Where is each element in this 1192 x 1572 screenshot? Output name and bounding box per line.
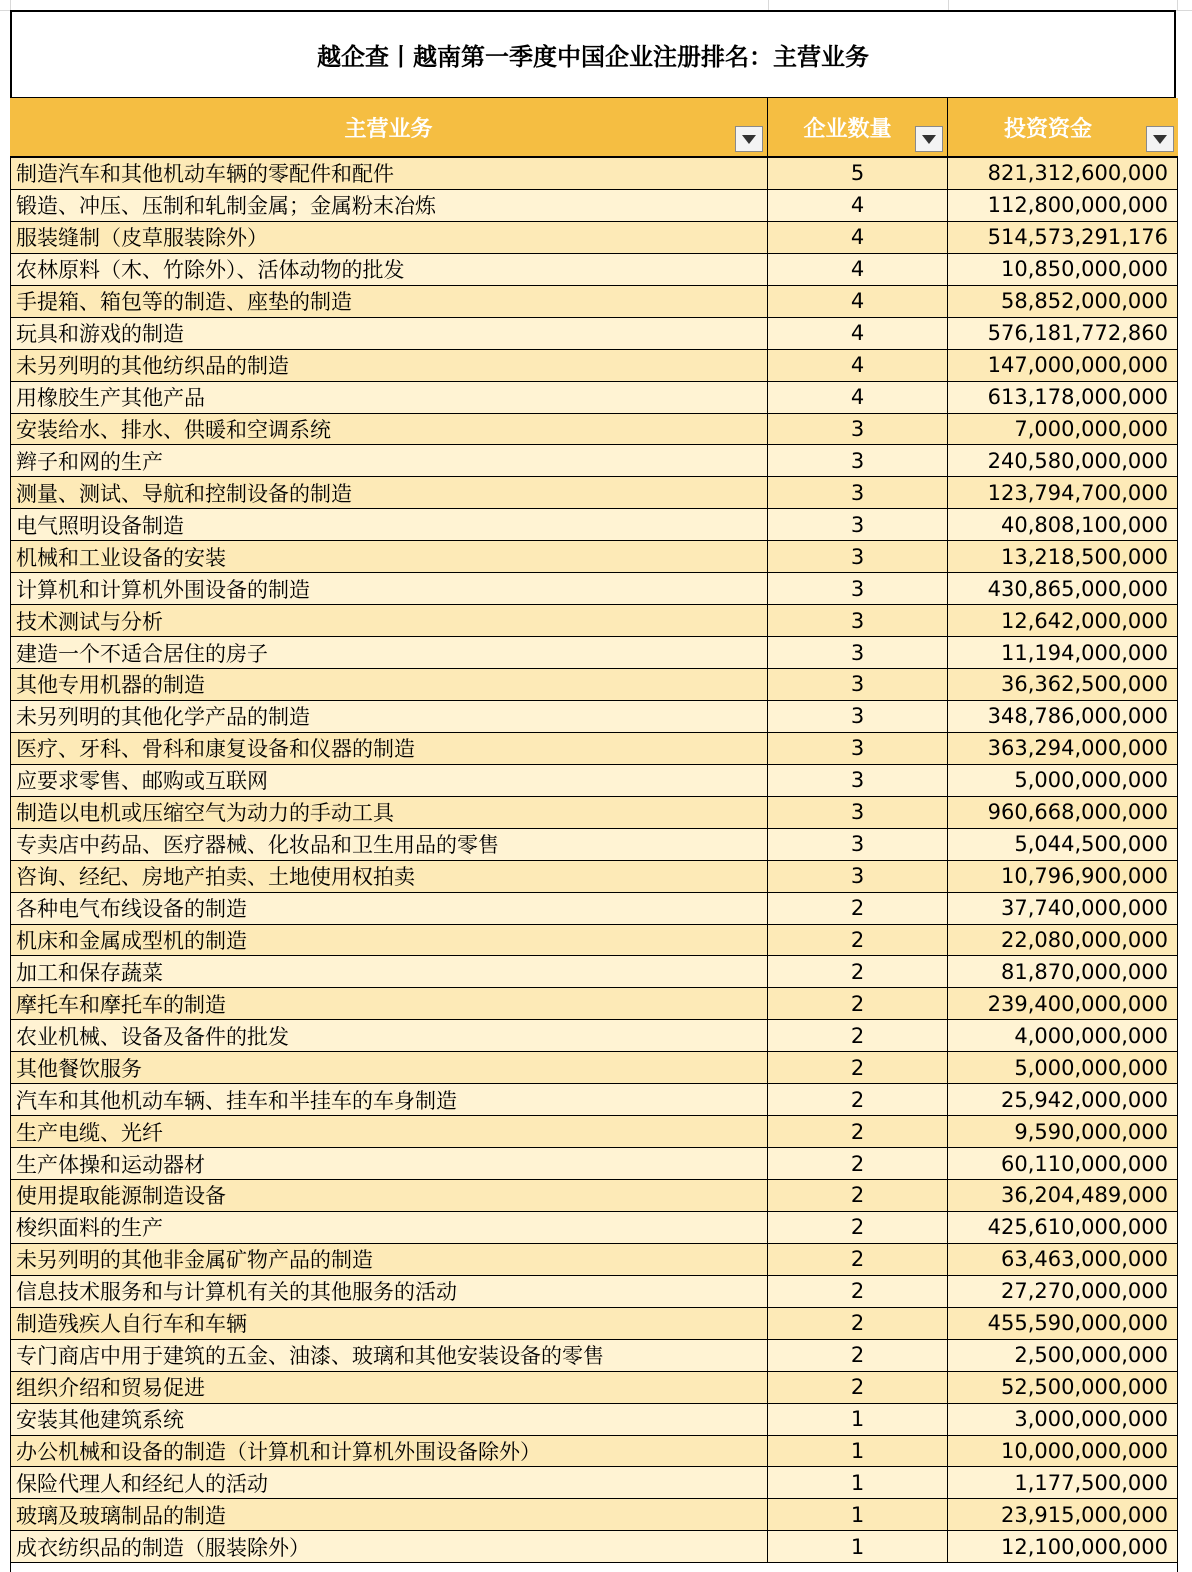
cell-count[interactable]: 2: [768, 925, 948, 956]
cell-investment[interactable]: 7,000,000,000: [1014, 416, 1168, 441]
cell-count[interactable]: 2: [768, 1148, 948, 1179]
cell-business[interactable]: 服装缝制（皮草服装除外）: [10, 222, 768, 253]
table-row: [10, 861, 1178, 893]
cell-investment[interactable]: 12,642,000,000: [1001, 608, 1168, 633]
cell-count[interactable]: 4: [768, 222, 948, 253]
cell-business[interactable]: 应要求零售、邮购或互联网: [10, 765, 768, 796]
cell-business[interactable]: 汽车和其他机动车辆、挂车和半挂车的车身制造: [10, 1084, 768, 1115]
cell-count[interactable]: 2: [768, 1052, 948, 1083]
cell-investment[interactable]: 37,740,000,000: [1001, 896, 1168, 921]
cell-business[interactable]: 办公机械和设备的制造（计算机和计算机外围设备除外）: [10, 1436, 768, 1467]
cell-count[interactable]: 3: [768, 541, 948, 572]
cell-count[interactable]: 2: [768, 1116, 948, 1147]
cell-count[interactable]: 4: [768, 318, 948, 349]
table-row: [10, 286, 1178, 318]
cell-business[interactable]: 机床和金属成型机的制造: [10, 925, 768, 956]
cell-count[interactable]: 2: [768, 1084, 948, 1115]
table-row: [10, 956, 1178, 988]
cell-count[interactable]: 4: [768, 382, 948, 413]
cell-investment[interactable]: 613,178,000,000: [987, 385, 1168, 410]
table-row: [10, 1372, 1178, 1404]
cell-business[interactable]: 手提箱、箱包等的制造、座垫的制造: [10, 286, 768, 317]
cell-business[interactable]: 制造以电机或压缩空气为动力的手动工具: [10, 797, 768, 828]
cell-investment[interactable]: 23,915,000,000: [1001, 1502, 1168, 1527]
cell-count[interactable]: 1: [768, 1404, 948, 1435]
header-count[interactable]: [768, 98, 948, 156]
cell-investment[interactable]: 27,270,000,000: [1001, 1279, 1168, 1304]
cell-investment[interactable]: 12,100,000,000: [1001, 1534, 1168, 1559]
cell-count[interactable]: 3: [768, 669, 948, 700]
cell-count[interactable]: 3: [768, 573, 948, 604]
cell-count[interactable]: 2: [768, 1212, 948, 1243]
cell-count[interactable]: 2: [768, 1372, 948, 1403]
table-row: [10, 893, 1178, 925]
cell-count[interactable]: 3: [768, 509, 948, 540]
cell-investment[interactable]: 52,500,000,000: [1001, 1375, 1168, 1400]
cell-investment[interactable]: 9,590,000,000: [1014, 1119, 1168, 1144]
cell-count[interactable]: 1: [768, 1531, 948, 1562]
cell-business[interactable]: 锻造、冲压、压制和轧制金属；金属粉末冶炼: [10, 190, 768, 221]
header-investment-label: 投资资金: [1003, 116, 1092, 142]
table-row: [10, 797, 1178, 829]
cell-investment[interactable]: 3,000,000,000: [1014, 1407, 1168, 1432]
table-row: [10, 350, 1178, 382]
cell-business[interactable]: 组织介绍和贸易促进: [10, 1372, 768, 1403]
cell-investment[interactable]: 430,865,000,000: [987, 576, 1168, 601]
table-row: [10, 1052, 1178, 1084]
cell-business[interactable]: 生产体操和运动器材: [10, 1148, 768, 1179]
cell-business[interactable]: 技术测试与分析: [10, 605, 768, 636]
cell-investment[interactable]: 13,218,500,000: [1001, 544, 1168, 569]
dropdown-arrow-icon: [1153, 135, 1167, 144]
cell-business[interactable]: 用橡胶生产其他产品: [10, 382, 768, 413]
table-row: [10, 509, 1178, 541]
table-right-border: [1177, 158, 1178, 1572]
cell-count[interactable]: 3: [768, 829, 948, 860]
cell-count[interactable]: 2: [768, 1308, 948, 1339]
cell-investment[interactable]: 348,786,000,000: [987, 704, 1168, 729]
header-count-label: 企业数量: [803, 116, 892, 142]
table-row: [10, 1084, 1178, 1116]
cell-investment[interactable]: 455,590,000,000: [987, 1311, 1168, 1336]
cell-investment[interactable]: 514,573,291,176: [987, 225, 1168, 250]
dropdown-arrow-icon: [742, 135, 756, 144]
filter-dropdown-business[interactable]: [735, 126, 763, 152]
cell-investment[interactable]: 425,610,000,000: [987, 1215, 1168, 1240]
table-row: [10, 1340, 1178, 1372]
table-left-border: [10, 158, 11, 1572]
filter-dropdown-investment[interactable]: [1146, 126, 1174, 152]
cell-count[interactable]: 4: [768, 254, 948, 285]
cell-business[interactable]: 建造一个不适合居住的房子: [10, 637, 768, 668]
table-row: [10, 1244, 1178, 1276]
cell-business[interactable]: 玩具和游戏的制造: [10, 318, 768, 349]
cell-investment[interactable]: 239,400,000,000: [987, 991, 1168, 1016]
cell-count[interactable]: 1: [768, 1436, 948, 1467]
cell-count[interactable]: 2: [768, 956, 948, 987]
cell-business[interactable]: 生产电缆、光纤: [10, 1116, 768, 1147]
grid-line: [768, 0, 769, 10]
cell-count[interactable]: 3: [768, 445, 948, 476]
table-row: [10, 1531, 1178, 1563]
cell-count[interactable]: 2: [768, 893, 948, 924]
table-row: [10, 1499, 1178, 1531]
cell-investment[interactable]: 112,800,000,000: [987, 193, 1168, 218]
table-row: [10, 1148, 1178, 1180]
table-row: [10, 382, 1178, 414]
cell-investment[interactable]: 25,942,000,000: [1001, 1087, 1168, 1112]
cell-investment[interactable]: 2,500,000,000: [1014, 1343, 1168, 1368]
cell-business[interactable]: 专门商店中用于建筑的五金、油漆、玻璃和其他安装设备的零售: [10, 1340, 768, 1371]
table-header: [10, 98, 1178, 158]
cell-investment[interactable]: 147,000,000,000: [987, 353, 1168, 378]
cell-count[interactable]: 2: [768, 1020, 948, 1051]
cell-investment[interactable]: 81,870,000,000: [1001, 959, 1168, 984]
cell-business[interactable]: 安装给水、排水、供暖和空调系统: [10, 414, 768, 445]
cell-business[interactable]: 辫子和网的生产: [10, 445, 768, 476]
table-row: [10, 605, 1178, 637]
dropdown-arrow-icon: [922, 135, 936, 144]
cell-investment[interactable]: 4,000,000,000: [1014, 1023, 1168, 1048]
header-business[interactable]: [10, 98, 768, 156]
cell-investment[interactable]: 5,044,500,000: [1014, 832, 1168, 857]
table-row: [10, 1116, 1178, 1148]
table-row: [10, 1467, 1178, 1499]
cell-count[interactable]: 3: [768, 765, 948, 796]
table-row: [10, 222, 1178, 254]
table-row: [10, 765, 1178, 797]
cell-business[interactable]: 制造汽车和其他机动车辆的零配件和配件: [10, 158, 768, 189]
cell-investment[interactable]: 960,668,000,000: [987, 800, 1168, 825]
cell-business[interactable]: 各种电气布线设备的制造: [10, 893, 768, 924]
cell-count[interactable]: 2: [768, 1340, 948, 1371]
table-row: [10, 1020, 1178, 1052]
cell-business[interactable]: 咨询、经纪、房地产拍卖、土地使用权拍卖: [10, 861, 768, 892]
cell-count[interactable]: 3: [768, 797, 948, 828]
cell-investment[interactable]: 10,850,000,000: [1001, 257, 1168, 282]
cell-business[interactable]: 机械和工业设备的安装: [10, 541, 768, 572]
cell-business[interactable]: 玻璃及玻璃制品的制造: [10, 1499, 768, 1530]
cell-count[interactable]: 3: [768, 733, 948, 764]
table-row: [10, 1180, 1178, 1212]
table-row: [10, 445, 1178, 477]
cell-count[interactable]: 3: [768, 414, 948, 445]
cell-investment[interactable]: 63,463,000,000: [1001, 1247, 1168, 1272]
cell-business[interactable]: 摩托车和摩托车的制造: [10, 988, 768, 1019]
table-row: [10, 988, 1178, 1020]
cell-business[interactable]: 专卖店中药品、医疗器械、化妆品和卫生用品的零售: [10, 829, 768, 860]
table-row: [10, 1212, 1178, 1244]
cell-count[interactable]: 3: [768, 605, 948, 636]
cell-investment[interactable]: 5,000,000,000: [1014, 1055, 1168, 1080]
table-row: [10, 925, 1178, 957]
cell-investment[interactable]: 5,000,000,000: [1014, 768, 1168, 793]
table-row: [10, 669, 1178, 701]
cell-investment[interactable]: 1,177,500,000: [1014, 1470, 1168, 1495]
table-row: [10, 573, 1178, 605]
cell-count[interactable]: 2: [768, 988, 948, 1019]
cell-count[interactable]: 2: [768, 1276, 948, 1307]
cell-investment[interactable]: 36,362,500,000: [1001, 672, 1168, 697]
cell-count[interactable]: 4: [768, 350, 948, 381]
cell-business[interactable]: 制造残疾人自行车和车辆: [10, 1308, 768, 1339]
table-row: [10, 254, 1178, 286]
cell-business[interactable]: 计算机和计算机外围设备的制造: [10, 573, 768, 604]
cell-investment[interactable]: 123,794,700,000: [987, 480, 1168, 505]
cell-investment[interactable]: 60,110,000,000: [1001, 1151, 1168, 1176]
table-row: [10, 318, 1178, 350]
cell-business[interactable]: 其他专用机器的制造: [10, 669, 768, 700]
table-row: [10, 829, 1178, 861]
cell-count[interactable]: 4: [768, 286, 948, 317]
cell-investment[interactable]: 10,000,000,000: [1001, 1438, 1168, 1463]
table-row: [10, 158, 1178, 190]
cell-business[interactable]: 加工和保存蔬菜: [10, 956, 768, 987]
cell-count[interactable]: 5: [768, 158, 948, 189]
sheet-title[interactable]: 越企查丨越南第一季度中国企业注册排名：主营业务: [10, 10, 1176, 98]
header-business-label: 主营业务: [344, 116, 433, 142]
grid-line: [1177, 0, 1178, 10]
cell-business[interactable]: 梭织面料的生产: [10, 1212, 768, 1243]
cell-business[interactable]: 农林原料（木、竹除外）、活体动物的批发: [10, 254, 768, 285]
table-row: [10, 1308, 1178, 1340]
cell-business[interactable]: 测量、测试、导航和控制设备的制造: [10, 477, 768, 508]
cell-business[interactable]: 安装其他建筑系统: [10, 1404, 768, 1435]
cell-count[interactable]: 4: [768, 190, 948, 221]
table-row: [10, 414, 1178, 446]
table-row: [10, 637, 1178, 669]
cell-count[interactable]: 1: [768, 1467, 948, 1498]
cell-investment[interactable]: 11,194,000,000: [1001, 640, 1168, 665]
table-row: [10, 190, 1178, 222]
cell-business[interactable]: 医疗、牙科、骨科和康复设备和仪器的制造: [10, 733, 768, 764]
cell-investment[interactable]: 821,312,600,000: [987, 161, 1168, 186]
cell-business[interactable]: 信息技术服务和与计算机有关的其他服务的活动: [10, 1276, 768, 1307]
cell-count[interactable]: 2: [768, 1180, 948, 1211]
table-body: [10, 158, 1178, 1563]
cell-investment[interactable]: 58,852,000,000: [1001, 289, 1168, 314]
grid-line: [948, 0, 949, 10]
cell-business[interactable]: 农业机械、设备及备件的批发: [10, 1020, 768, 1051]
cell-investment[interactable]: 240,580,000,000: [987, 448, 1168, 473]
cell-count[interactable]: 3: [768, 637, 948, 668]
cell-investment[interactable]: 22,080,000,000: [1001, 927, 1168, 952]
cell-investment[interactable]: 576,181,772,860: [987, 321, 1168, 346]
cell-investment[interactable]: 363,294,000,000: [987, 736, 1168, 761]
table-row: [10, 733, 1178, 765]
table-row: [10, 701, 1178, 733]
cell-investment[interactable]: 40,808,100,000: [1001, 512, 1168, 537]
cell-business[interactable]: 未另列明的其他非金属矿物产品的制造: [10, 1244, 768, 1275]
cell-business[interactable]: 成衣纺织品的制造（服装除外）: [10, 1531, 768, 1562]
cell-count[interactable]: 2: [768, 1244, 948, 1275]
cell-count[interactable]: 1: [768, 1499, 948, 1530]
filter-dropdown-count[interactable]: [915, 126, 943, 152]
cell-count[interactable]: 3: [768, 477, 948, 508]
cell-business[interactable]: 未另列明的其他纺织品的制造: [10, 350, 768, 381]
cell-business[interactable]: 未另列明的其他化学产品的制造: [10, 701, 768, 732]
cell-business[interactable]: 使用提取能源制造设备: [10, 1180, 768, 1211]
header-investment[interactable]: [948, 98, 1178, 156]
cell-investment[interactable]: 36,204,489,000: [1001, 1183, 1168, 1208]
table-row: [10, 1404, 1178, 1436]
cell-count[interactable]: 3: [768, 861, 948, 892]
table-row: [10, 477, 1178, 509]
table-row: [10, 541, 1178, 573]
cell-business[interactable]: 保险代理人和经纪人的活动: [10, 1467, 768, 1498]
cell-business[interactable]: 电气照明设备制造: [10, 509, 768, 540]
grid-line: [10, 0, 11, 10]
cell-business[interactable]: 其他餐饮服务: [10, 1052, 768, 1083]
table-row: [10, 1276, 1178, 1308]
cell-investment[interactable]: 10,796,900,000: [1001, 864, 1168, 889]
table-row: [10, 1436, 1178, 1468]
cell-count[interactable]: 3: [768, 701, 948, 732]
